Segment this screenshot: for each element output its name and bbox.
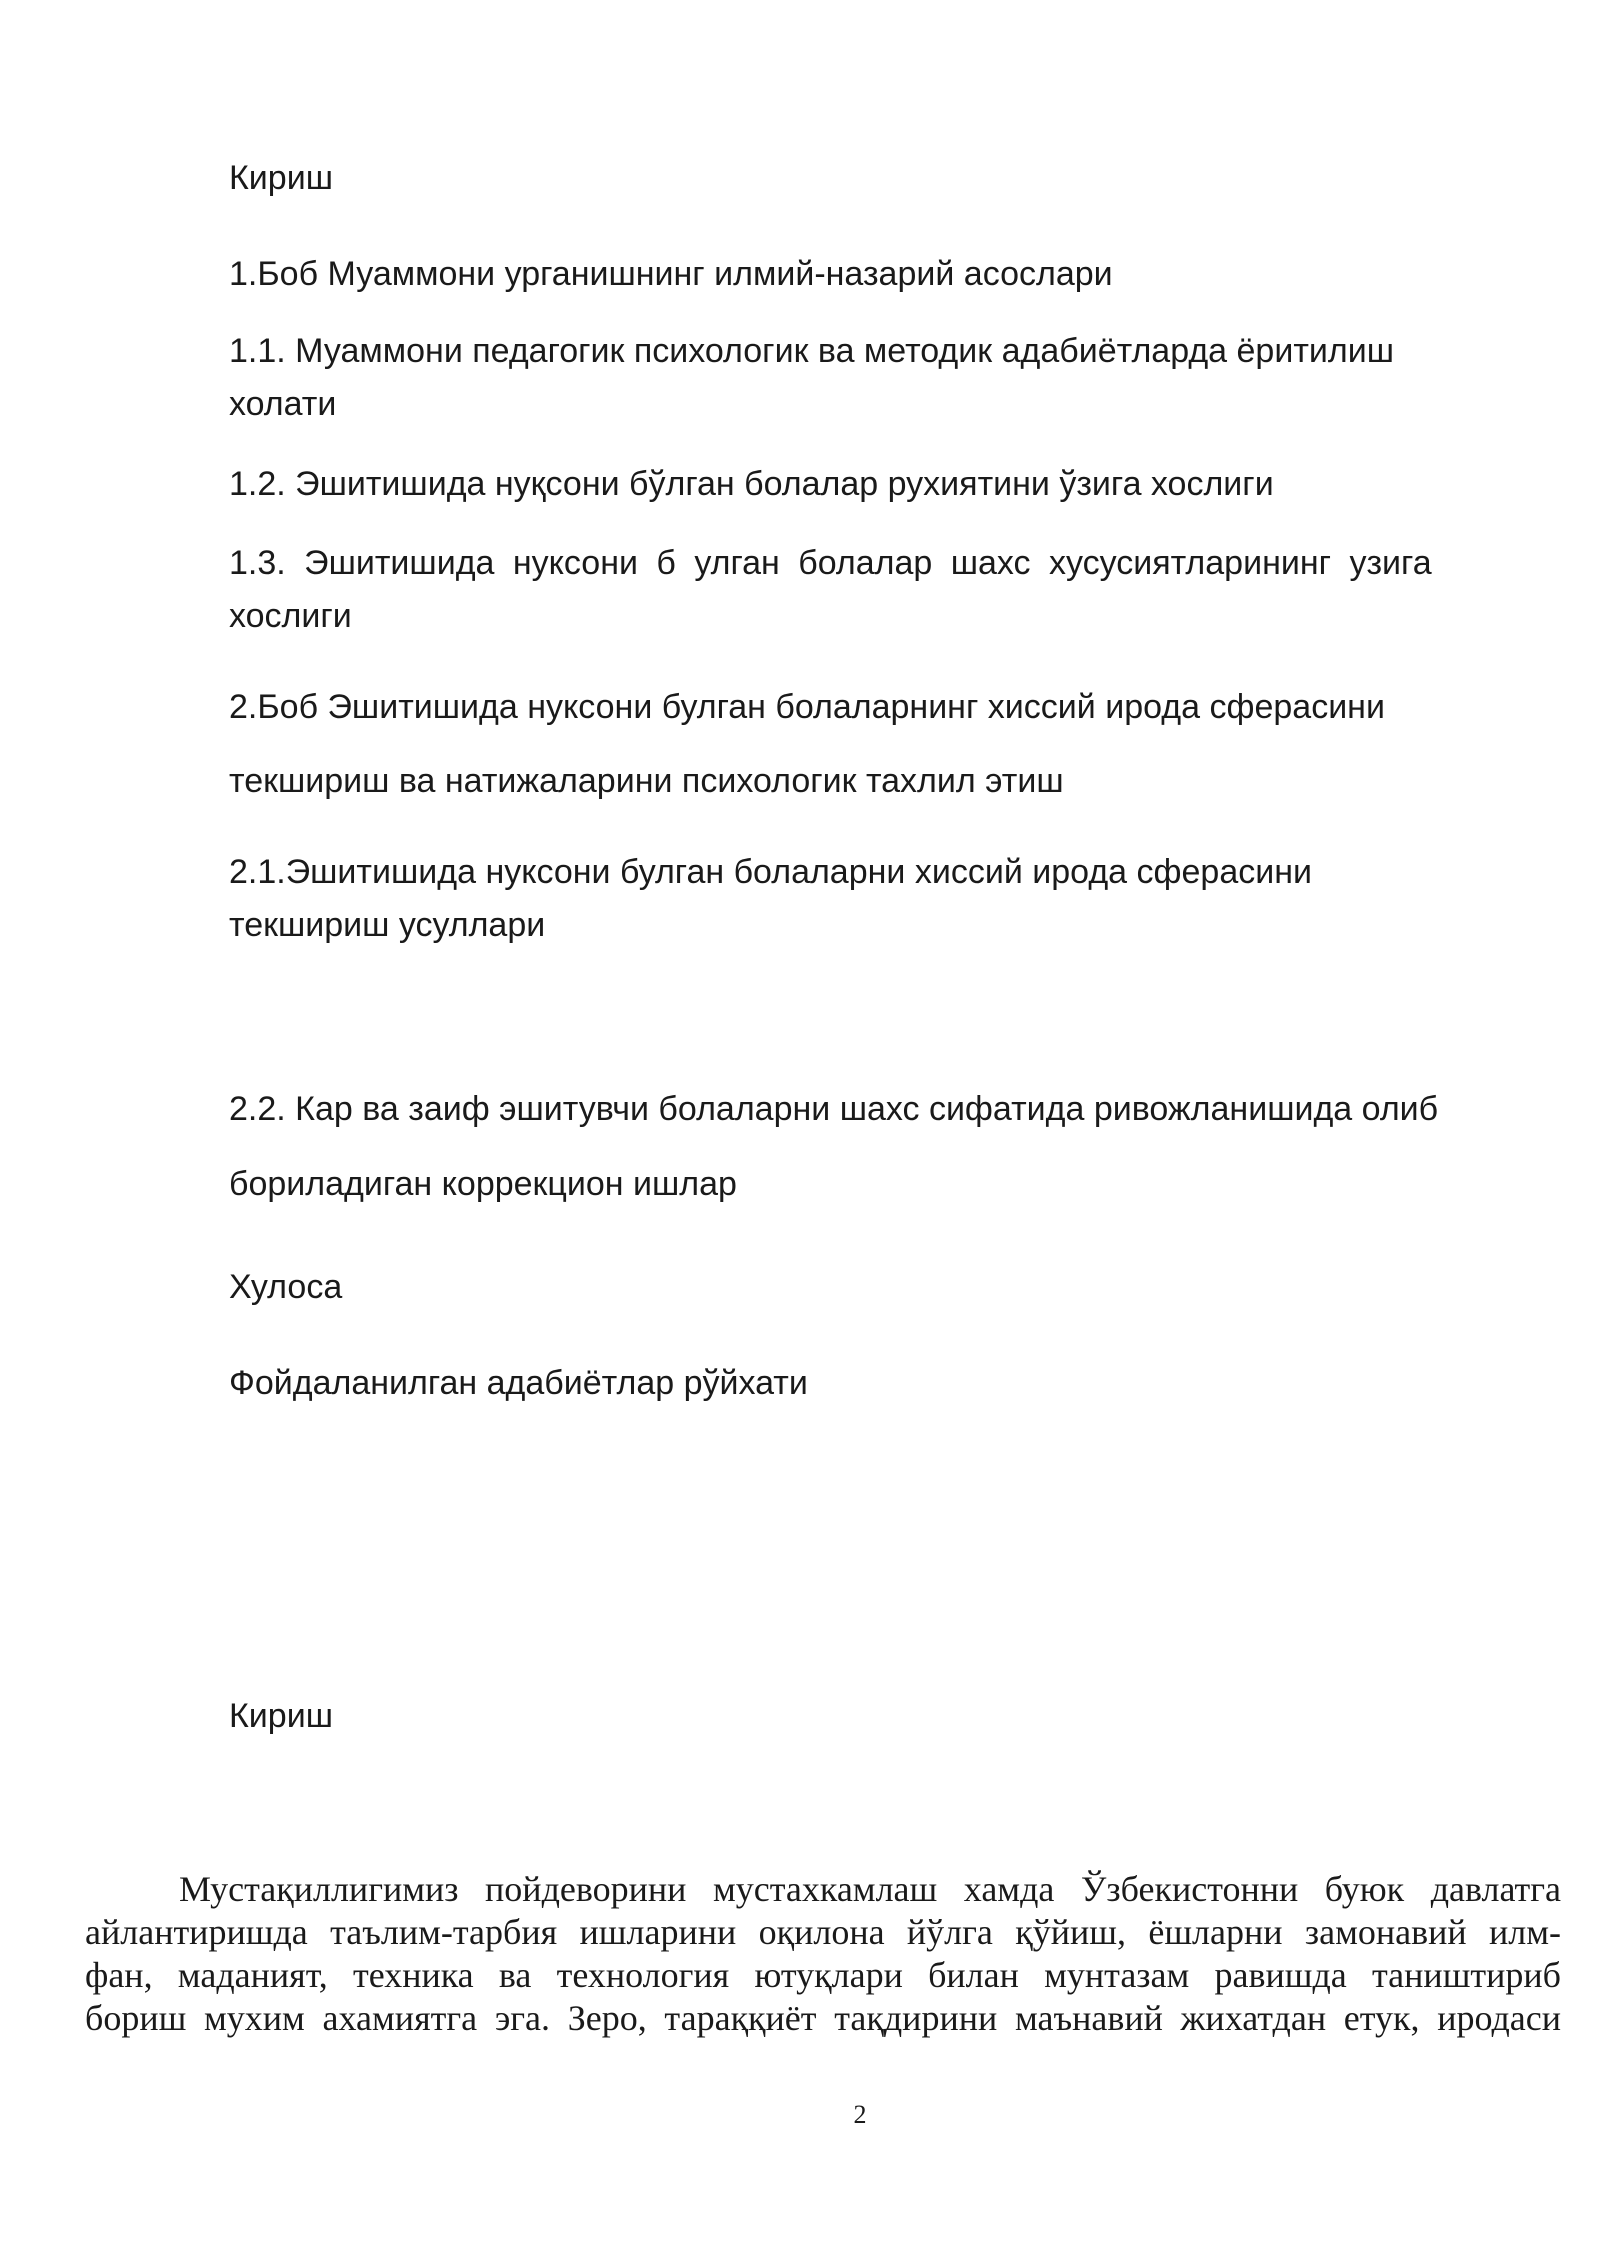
toc-entry-line: 1.3. Эшитишида нуксони б улган болалар шахс хусусиятларининг узига — [229, 544, 1432, 582]
toc-entry-line: бориладиган коррекцион ишлар — [229, 1165, 737, 1203]
toc-entry-line: 2.2. Кар ва заиф эшитувчи болаларни шахс сифатида ривожланишида олиб — [229, 1090, 1439, 1128]
toc-entry-line: холати — [229, 385, 337, 423]
paragraph-line: фан, маданият, техника ва технология ютуқлари билан мунтазам равишда таништириб — [85, 1955, 1561, 1995]
toc-entry-line: текшириш усуллари — [229, 906, 546, 944]
paragraph-line: бориш мухим ахамиятга эга. Зеро, тараққиёт тақдирини маънавий жихатдан етук, иродаси — [85, 1998, 1561, 2038]
body-paragraph — [85, 1868, 1561, 2040]
toc-entry-line: 2.1.Эшитишида нуксони булган болаларни хиссий ирода сферасини — [229, 853, 1312, 891]
page-number: 2 — [853, 2100, 867, 2129]
toc-entry-line: 1.1. Муаммони педагогик психологик ва методик адабиётларда ёритилиш — [229, 332, 1394, 370]
paragraph-line: айлантиришда таълим-тарбия ишларини оқилона йўлга қўйиш, ёшларни замонавий илм- — [85, 1912, 1561, 1952]
toc-entry-conclusion: Хулоса — [229, 1268, 343, 1306]
toc-entry-intro: Кириш — [229, 159, 333, 197]
section-heading: Кириш — [229, 1697, 333, 1735]
paragraph-line: Мустақиллигимиз пойдеворини мустахкамлаш хамда Ўзбекистонни буюк давлатга — [179, 1869, 1561, 1909]
toc-entry-references: Фойдаланилган адабиётлар рўйхати — [229, 1364, 808, 1402]
toc-entry-chapter-1: 1.Боб Муаммони урганишнинг илмий-назарий асослари — [229, 255, 1113, 293]
toc-entry-line: 2.Боб Эшитишида нуксони булган болаларнинг хиссий ирода сферасини — [229, 688, 1385, 726]
toc-entry-2-2 — [229, 1072, 1438, 1222]
toc-entry-line: текшириш ва натижаларини психологик тахлил этиш — [229, 762, 1064, 800]
toc-entry-chapter-2 — [229, 670, 1385, 818]
toc-entry-2-1 — [229, 846, 1312, 952]
toc-entry-1-2: 1.2. Эшитишида нуқсони бўлган болалар рухиятини ўзига хослиги — [229, 465, 1274, 503]
toc-entry-line: хослиги — [229, 597, 352, 635]
toc-entry-1-3 — [229, 537, 1432, 643]
toc-entry-1-1 — [229, 325, 1394, 431]
